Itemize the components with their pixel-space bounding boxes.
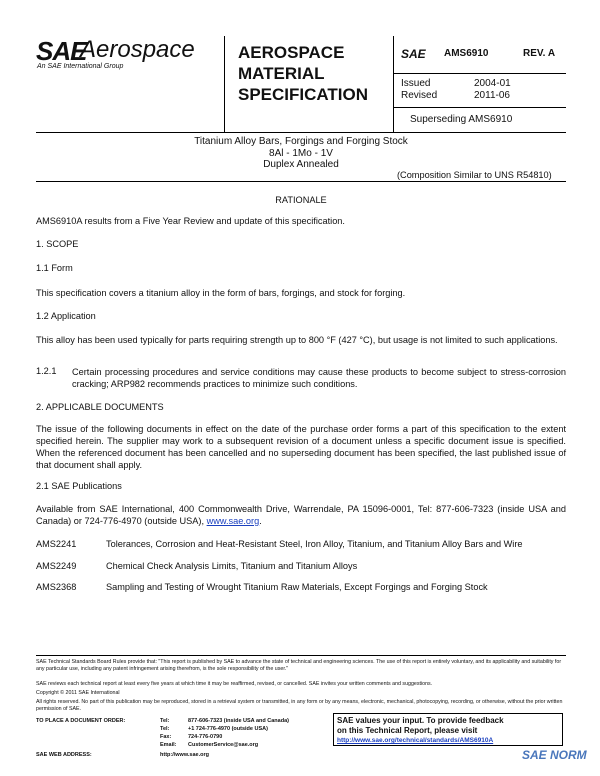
- header-rule-1: [393, 73, 566, 74]
- section-1-2-text: This alloy has been used typically for parts requiring strength up to 800 °F (427 °C), but usage is not limited to such applications.: [36, 335, 558, 345]
- fax-value: 724-776-0790: [188, 734, 223, 740]
- revised-date: 2011-06: [474, 90, 510, 101]
- section-1-1-heading: 1.1 Form: [36, 263, 73, 273]
- section-1-2-1-number: 1.2.1: [36, 366, 57, 376]
- sae-logo-name: Aerospace: [80, 36, 195, 63]
- sae-address: Available from SAE International, 400 Commonwealth Drive, Warrendale, PA 15096-0001, Tel: 877-606-7323 (inside USA and Canada) or 724-776-4970 (outside USA),: [36, 504, 566, 526]
- section-1-2-heading: 1.2 Application: [36, 311, 96, 321]
- sae-logo-group: An SAE International Group: [37, 63, 124, 70]
- feedback-link[interactable]: http://www.sae.org/technical/standards/AMS6910A: [337, 737, 494, 744]
- fax-label: Fax:: [160, 734, 172, 740]
- header-divider-left: [224, 36, 225, 132]
- footer-copyright: Copyright © 2011 SAE International: [36, 690, 120, 696]
- header-divider-right: [393, 36, 394, 132]
- title-rule: [36, 181, 566, 182]
- tel2-label: Tel:: [160, 726, 170, 732]
- section-2-1-heading: 2.1 SAE Publications: [36, 481, 122, 491]
- section-1-2-1-text: Certain processing procedures and service conditions may cause these products to become subject to stress-corrosion cracking; ARP982 recommends practices to minimize such conditions.: [72, 367, 566, 389]
- revision: REV. A: [523, 48, 556, 59]
- email-label: Email:: [160, 742, 177, 748]
- email-value[interactable]: CustomerService@sae.org: [188, 742, 259, 748]
- doc-number: AMS6910: [444, 48, 489, 59]
- feedback-box: [333, 713, 563, 746]
- tel1-label: Tel:: [160, 718, 170, 724]
- ref-desc-ams2249: Chemical Check Analysis Limits, Titanium and Titanium Alloys: [106, 561, 358, 571]
- sae-mark: SAE: [401, 47, 426, 61]
- feedback-line-1: SAE values your input. To provide feedback: [337, 716, 504, 725]
- section-1-heading: 1. SCOPE: [36, 239, 79, 249]
- feedback-line-2: on this Technical Report, please visit: [337, 726, 478, 735]
- ref-id-ams2249: AMS2249: [36, 561, 77, 571]
- header-rule-2: [393, 107, 566, 108]
- sae-norm-watermark: SAE NORM: [522, 748, 587, 762]
- sae-website-link[interactable]: www.sae.org: [206, 516, 260, 526]
- section-2-text: The issue of the following documents in effect on the date of the purchase order forms a part of this specification to the extent specified herein. The supplier may work to a subsequent revision of a document unless a specific document issue is specified. When the referenced document has been cancelled and no superseding document has been specified, the last published issue of that document shall apply.: [36, 424, 566, 470]
- ref-desc-ams2241: Tolerances, Corrosion and Heat-Resistant Steel, Iron Alloy, Titanium, and Titanium Alloy Bars and Wire: [106, 539, 523, 549]
- composition-note: (Composition Similar to UNS R54810): [397, 170, 552, 180]
- ref-id-ams2368: AMS2368: [36, 582, 77, 592]
- sae-logo-brand: SAE: [36, 36, 87, 66]
- tel2-value: +1 724-776-4970 (outside USA): [188, 726, 268, 732]
- section-2-heading: 2. APPLICABLE DOCUMENTS: [36, 402, 164, 412]
- revised-label: Revised: [401, 90, 438, 101]
- ref-desc-ams2368: Sampling and Testing of Wrought Titanium Raw Materials, Except Forgings and Forging Stock: [106, 582, 488, 592]
- web-value[interactable]: http://www.sae.org: [160, 752, 209, 758]
- order-label: TO PLACE A DOCUMENT ORDER:: [36, 718, 126, 724]
- section-1-1-text: This specification covers a titanium alloy in the form of bars, forgings, and stock for forging.: [36, 288, 406, 298]
- rationale-heading: RATIONALE: [275, 195, 327, 205]
- footer-rule: [36, 655, 566, 656]
- rationale-text: AMS6910A results from a Five Year Review and update of this specification.: [36, 216, 345, 226]
- issued-date: 2004-01: [474, 78, 511, 89]
- footer-rights-text: All rights reserved. No part of this publication may be reproduced, stored in a retrieval system or transmitted, in any form or by any means, electronic, mechanical, photocopying, recording, or otherwise, without the prior written permission of SAE.: [36, 699, 563, 712]
- spec-type-title: AEROSPACE MATERIAL SPECIFICATION: [238, 43, 369, 104]
- section-2-1-text: Available from SAE International, 400 Commonwealth Drive, Warrendale, PA 15096-0001, Tel: 877-606-7323 (inside USA and Canada) or 724-776-4970 (outside USA), www.sae.org.: [36, 504, 566, 526]
- tel1-value: 877-606-7323 (inside USA and Canada): [188, 718, 289, 724]
- footer-review-text: SAE reviews each technical report at least every five years at which time it may be reaffirmed, revised, or cancelled. SAE invites your written comments and suggestions.: [36, 681, 433, 687]
- header-rule-bottom: [36, 132, 566, 133]
- ref-id-ams2241: AMS2241: [36, 539, 77, 549]
- issued-label: Issued: [401, 78, 431, 89]
- document-title: Titanium Alloy Bars, Forgings and Forging Stock 8Al - 1Mo - 1V Duplex Annealed: [194, 136, 408, 170]
- footer-rules-text: SAE Technical Standards Board Rules provide that: "This report is published by SAE to advance the state of technical and engineering sciences. The use of this report is entirely voluntary, and its applicability and suitability for any particular use, including any patent infringement arising therefrom, is the sole responsibility of the user.": [36, 659, 562, 672]
- superseding-note: Superseding AMS6910: [410, 114, 513, 125]
- web-label: SAE WEB ADDRESS:: [36, 752, 92, 758]
